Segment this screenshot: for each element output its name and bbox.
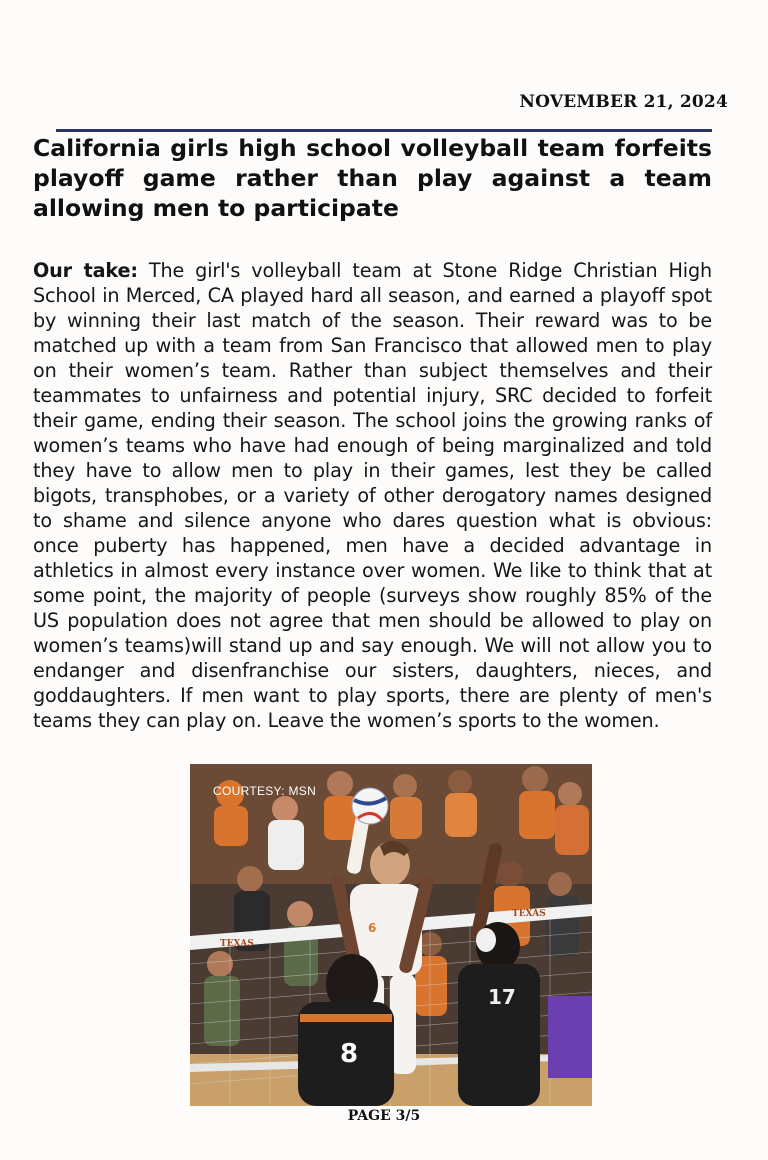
led-board	[548, 996, 592, 1078]
header-rule	[56, 129, 712, 132]
volleyball-scene	[190, 764, 592, 1106]
lead-label: Our take:	[33, 259, 138, 282]
net-text-right: TEXAS	[512, 909, 546, 919]
jersey-number-right: 17	[488, 985, 516, 1009]
svg-text:6: 6	[368, 921, 377, 935]
article-date: NOVEMBER 21, 2024	[519, 92, 728, 112]
volleyball-photo	[190, 764, 592, 1106]
photo-credit: COURTESY: MSN	[213, 784, 317, 798]
body-copy: The girl's volleyball team at Stone Ridge Christian High School in Merced, CA played hard all season, and earned a playoff spot by winning their last match of the season. Their reward was to be matched up with a team from San Francisco that allowed men to play on their women’s team. Rather than subject themselves and their teammates to unfairness and potential injury, SRC decided to forfeit their game, ending their season. The school joins the growing ranks of women’s teams who have had enough of being marginalized and told they have to allow men to play in their games, lest they be called bigots, transphobes, or a variety of other derogatory names designed to shame and silence anyone who dares question what is obvious: once puberty has happened, men have a decided advantage in athletics in almost every instance over women. We like to think that at some point, the majority of people (surveys show roughly 85% of the US population does not agree that men should be allowed to play on women’s teams)will stand up and say enough. We will not allow you to endanger and disenfranchise our sisters, daughters, nieces, and goddaughters. If men want to play sports, there are plenty of men's teams they can play on. Leave the women’s sports to the women.	[33, 259, 712, 732]
page-number: PAGE 3/5	[347, 1108, 421, 1124]
jersey-number-left: 8	[340, 1039, 359, 1069]
article-body	[33, 258, 712, 733]
volleyball	[352, 788, 388, 824]
article-headline: California girls high school volleyball team forfeits playoff game rather than play against a team allowing men to participate	[33, 134, 712, 222]
net-text-left: TEXAS	[220, 939, 254, 949]
